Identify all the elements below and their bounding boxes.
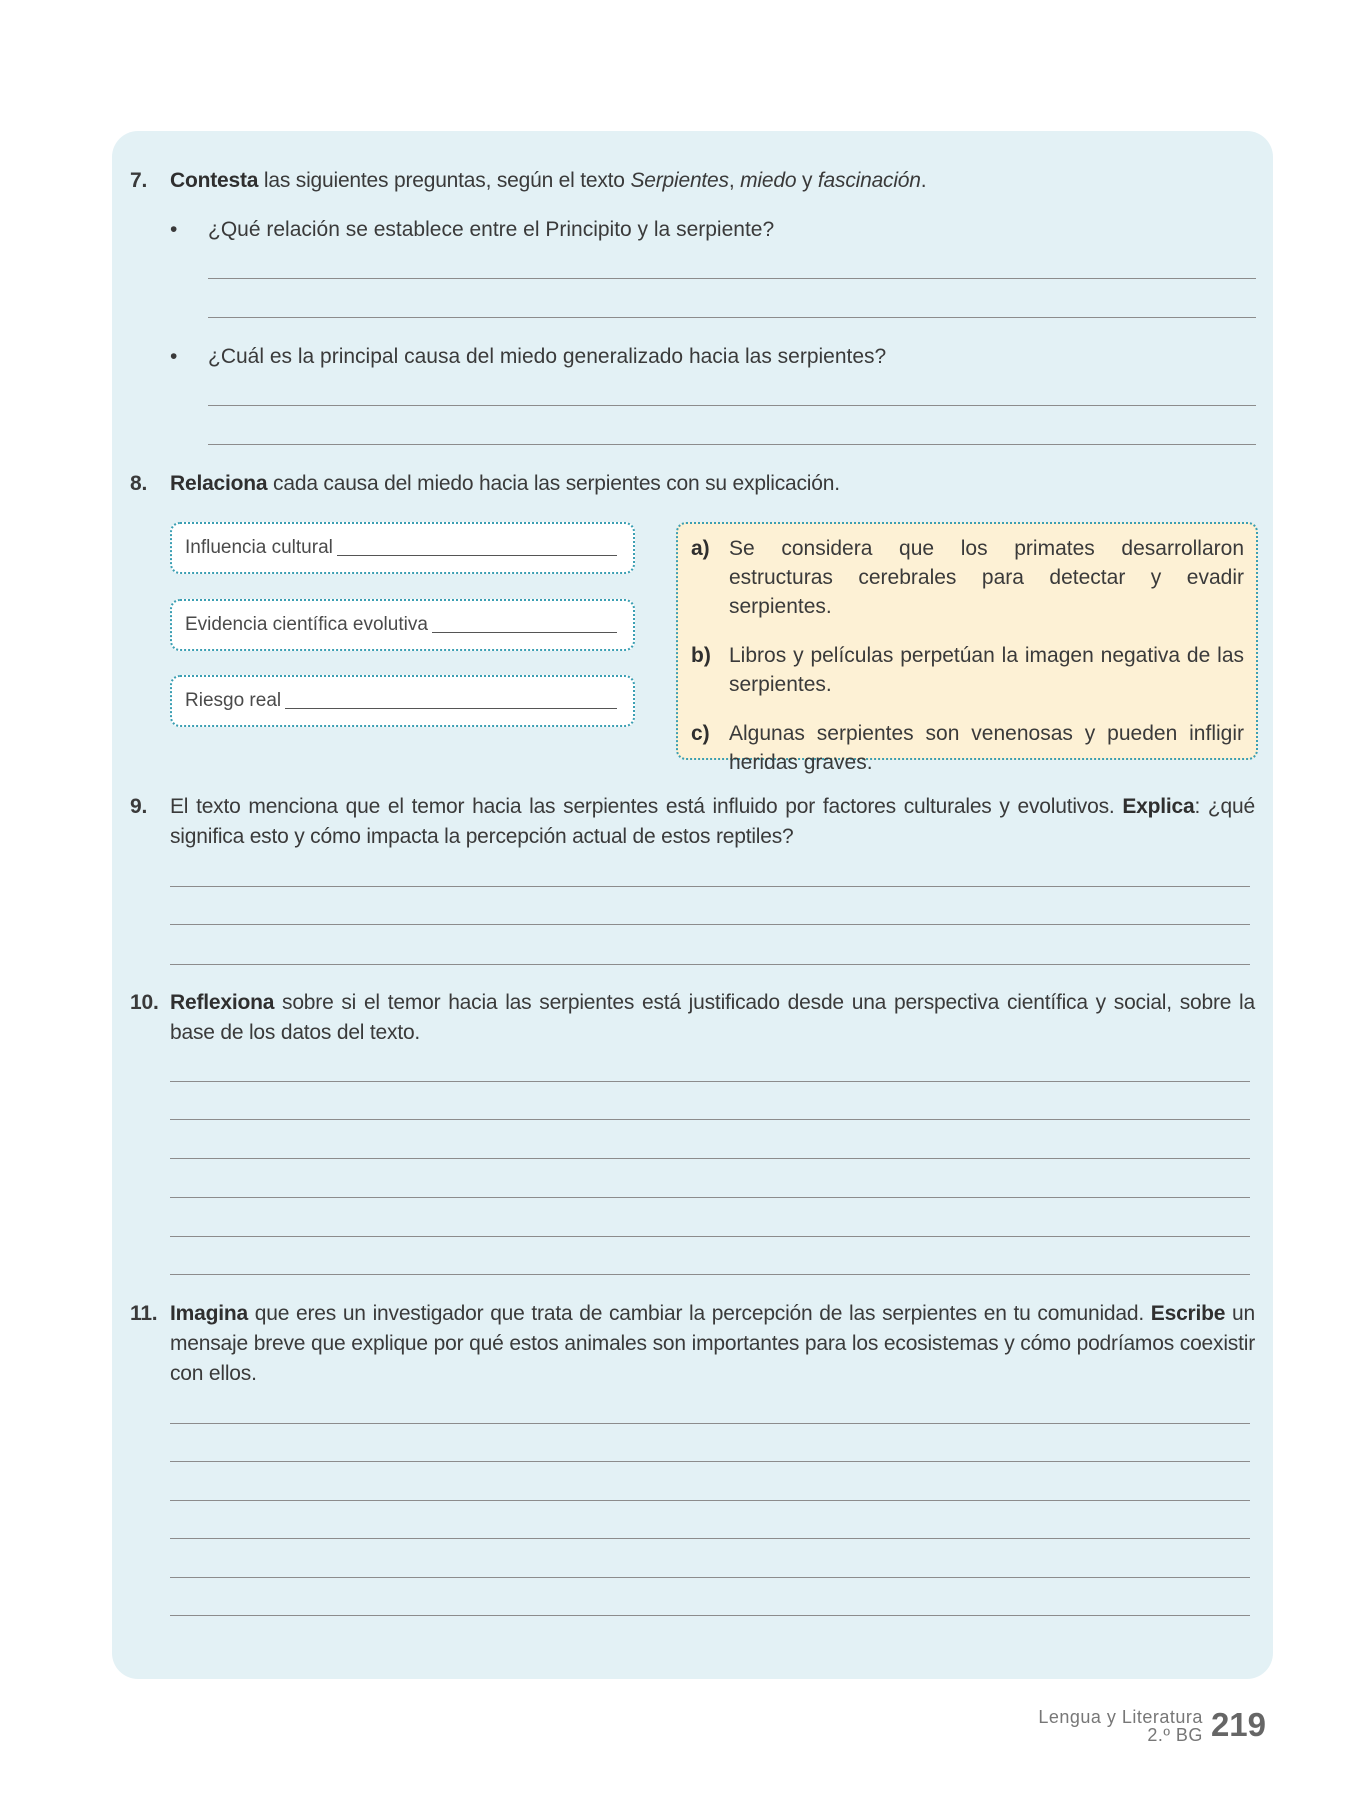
- subject-label: Lengua y Literatura: [1038, 1707, 1203, 1727]
- page-number: 219: [1210, 1706, 1266, 1743]
- sep: ,: [728, 169, 741, 192]
- option-letter: c): [691, 722, 710, 745]
- title-part: miedo: [740, 169, 797, 192]
- sub-question: ¿Cuál es la principal causa del miedo generalizado hacia las serpientes?: [208, 345, 887, 368]
- answer-line[interactable]: [170, 1577, 1250, 1578]
- cause-box[interactable]: [170, 522, 635, 574]
- page-footer: [1038, 1708, 1266, 1744]
- question-number: 8.: [130, 472, 148, 495]
- option-text: Libros y películas perpetúan la imagen negativa de las serpientes.: [729, 644, 1244, 696]
- answer-blank[interactable]: [432, 618, 617, 633]
- answer-line[interactable]: [170, 1158, 1250, 1159]
- question-number: 7.: [130, 169, 148, 192]
- answer-line[interactable]: [170, 1423, 1250, 1424]
- instruction-verb: Imagina: [170, 1302, 248, 1325]
- question-9: [130, 792, 1255, 852]
- question-7: [130, 166, 1255, 196]
- cause-label: Riesgo real: [185, 690, 282, 711]
- option-a: [691, 534, 1244, 621]
- answer-line[interactable]: [170, 1500, 1250, 1501]
- answer-line[interactable]: [208, 317, 1256, 318]
- answer-line[interactable]: [170, 1081, 1250, 1082]
- instruction-verb: Contesta: [170, 169, 259, 192]
- instruction-verb: Escribe: [1150, 1302, 1226, 1325]
- question-text: que eres un investigador que trata de cambiar la percepción de las serpientes en tu comunidad.: [247, 1302, 1151, 1325]
- answer-line[interactable]: [170, 1197, 1250, 1198]
- bullet-icon: •: [170, 218, 178, 241]
- instruction-verb: Relaciona: [170, 472, 268, 495]
- question-text: las siguientes preguntas, según el texto: [258, 169, 631, 192]
- question-10: [130, 988, 1255, 1048]
- question-number: 11.: [130, 1302, 158, 1325]
- question-text: sobre si el temor hacia las serpientes está justificado desde una perspectiva científica y social, sobre la base de los datos del texto.: [170, 991, 1255, 1044]
- answer-line[interactable]: [170, 924, 1250, 925]
- option-letter: b): [691, 644, 711, 667]
- option-b: [691, 641, 1244, 699]
- answer-line[interactable]: [208, 444, 1256, 445]
- sep: y: [796, 169, 818, 192]
- answer-line[interactable]: [170, 964, 1250, 965]
- question-number: 9.: [130, 795, 148, 818]
- answer-line[interactable]: [170, 1615, 1250, 1616]
- title-part: fascinación: [817, 169, 921, 192]
- sep: .: [920, 169, 927, 192]
- answer-blank[interactable]: [337, 541, 617, 556]
- title-part: Serpientes: [630, 169, 729, 192]
- question-text: El texto menciona que el temor hacia las serpientes está influido por factores culturales y evolutivos.: [170, 795, 1123, 818]
- option-c: [691, 719, 1244, 777]
- cause-box[interactable]: [170, 599, 635, 651]
- answer-blank[interactable]: [285, 694, 617, 709]
- answer-line[interactable]: [170, 1236, 1250, 1237]
- instruction-verb: Explica: [1122, 795, 1195, 818]
- question-8: [130, 469, 1255, 499]
- option-letter: a): [691, 537, 710, 560]
- sub-question: ¿Qué relación se establece entre el Principito y la serpiente?: [208, 218, 775, 241]
- bullet-icon: •: [170, 345, 178, 368]
- answer-line[interactable]: [208, 278, 1256, 279]
- instruction-verb: Reflexiona: [170, 991, 275, 1014]
- question-text: cada causa del miedo hacia las serpientes con su explicación.: [267, 472, 840, 495]
- grade-label: 2.º BG: [1147, 1725, 1203, 1745]
- question-text: : ¿qué significa esto y cómo impacta la percepción actual de estos reptiles?: [170, 795, 1255, 848]
- question-number: 10.: [130, 991, 159, 1014]
- answer-line[interactable]: [170, 886, 1250, 887]
- cause-label: Evidencia científica evolutiva: [185, 614, 428, 635]
- answer-line[interactable]: [170, 1538, 1250, 1539]
- option-text: Se considera que los primates desarrollaron estructuras cerebrales para detectar y evadir serpientes.: [729, 537, 1244, 618]
- explanations-box: [676, 522, 1258, 774]
- cause-label: Influencia cultural: [185, 537, 333, 558]
- answer-line[interactable]: [170, 1461, 1250, 1462]
- answer-line[interactable]: [170, 1274, 1250, 1275]
- question-text: un mensaje breve que explique por qué estos animales son importantes para los ecosistemas y cómo podríamos coexistir con ellos.: [170, 1302, 1256, 1385]
- option-text: Algunas serpientes son venenosas y pueden infligir heridas graves.: [729, 722, 1244, 774]
- answer-line[interactable]: [170, 1119, 1250, 1120]
- question-11: [130, 1299, 1255, 1389]
- cause-box[interactable]: [170, 675, 635, 727]
- answer-line[interactable]: [208, 405, 1256, 406]
